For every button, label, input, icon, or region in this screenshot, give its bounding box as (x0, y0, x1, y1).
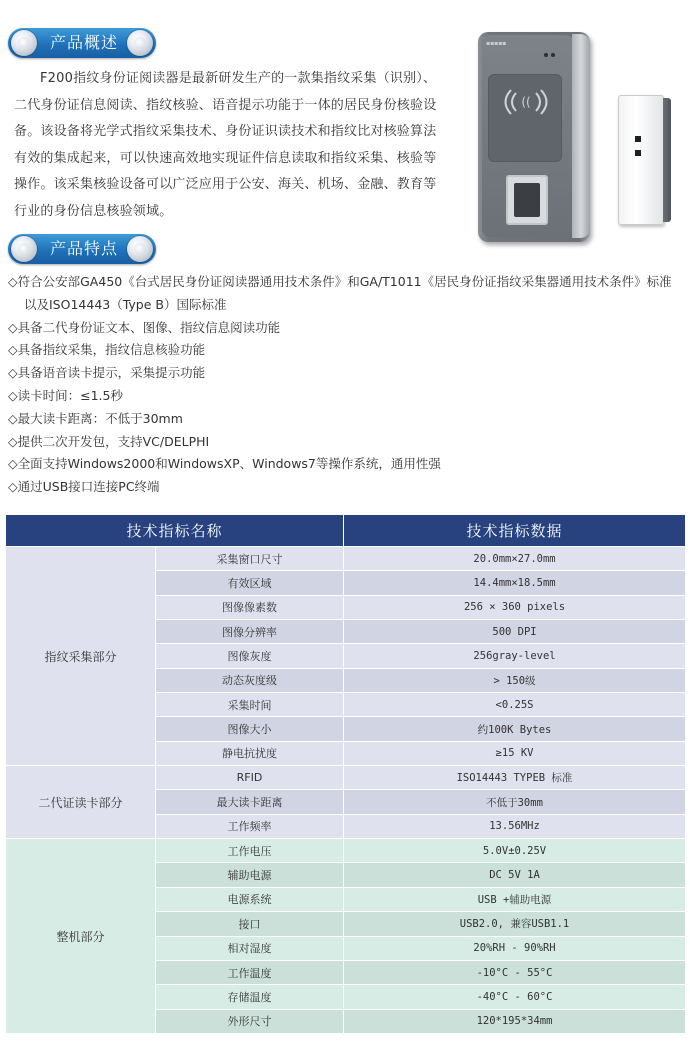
spec-label: 图像大小 (156, 717, 344, 741)
spec-value: 14.4mm×18.5mm (344, 571, 686, 595)
overview-paragraph: F200指纹身份证阅读器是最新研发生产的一款集指纹采集（识别）、二代身份证信息阅读、指纹核验、语音提示功能于一体的居民身份核验设备。该设备将光学式指纹采集技术、身份证识读技术和指纹比对核验算法有效的集成起来，可以快速高效地实现证件信息读取和指纹采集、核验等操作。该采集核验设备可以广泛应用于公安、海关、机场、金融、教育等行业的身份信息核验领域。 (14, 71, 437, 219)
spec-label: 静电抗扰度 (156, 741, 344, 765)
spec-label: 相对湿度 (156, 936, 344, 960)
group-label: 整机部分 (6, 839, 156, 1034)
spec-value: 5.0V±0.25V (344, 839, 686, 863)
spec-value: 256gray-level (344, 644, 686, 668)
svg-text:((: (( (521, 95, 531, 109)
spec-label: 接口 (156, 912, 344, 936)
section-heading-features (8, 234, 156, 264)
spec-value: DC 5V 1A (344, 863, 686, 887)
spec-label: 图像分辨率 (156, 620, 344, 644)
table-row (6, 547, 686, 571)
spec-value: 13.56MHz (344, 814, 686, 838)
feature-item: ◇ 全面支持Windows2000和WindowsXP、Windows7等操作系统，通用性强 (8, 453, 678, 476)
header-spec-value: 技术指标数据 (344, 515, 686, 547)
spec-label: 最大读卡距离 (156, 790, 344, 814)
spec-value: ISO14443 TYPEB 标准 (344, 766, 686, 790)
spec-label: 辅助电源 (156, 863, 344, 887)
table-row (6, 766, 686, 790)
usb-port-icon (635, 136, 641, 142)
spec-value: -10°C - 55°C (344, 960, 686, 984)
spec-label: 外形尺寸 (156, 1009, 344, 1033)
spec-label: 工作温度 (156, 960, 344, 984)
section-title: 产品概述 (50, 33, 119, 52)
group-label: 二代证读卡部分 (6, 766, 156, 839)
features-list (8, 271, 678, 499)
spec-label: 采集窗口尺寸 (156, 547, 344, 571)
group-label: 指纹采集部分 (6, 547, 156, 766)
fingerprint-sensor (506, 175, 548, 225)
spec-value: USB +辅助电源 (344, 887, 686, 911)
product-photo-side (618, 95, 664, 225)
spec-label: 工作电压 (156, 839, 344, 863)
feature-item: ◇ 读卡时间：≤1.5秒 (8, 385, 678, 408)
spec-label: 有效区域 (156, 571, 344, 595)
power-port-icon (635, 150, 641, 156)
sphere-bullet-icon (127, 236, 153, 262)
rfid-icon (498, 87, 554, 117)
product-photo-front (478, 32, 590, 242)
header-spec-name: 技术指标名称 (6, 515, 344, 547)
feature-item: ◇ 符合公安部GA450《台式居民身份证阅读器通用技术条件》和GA/T1011《居民身份证指纹采集器通用技术条件》标准以及ISO14443（Type B）国际标准 (8, 271, 678, 317)
spec-table (5, 514, 686, 1034)
spec-label: RFID (156, 766, 344, 790)
spec-value: 20.0mm×27.0mm (344, 547, 686, 571)
feature-item: ◇ 通过USB接口连接PC终端 (8, 476, 678, 499)
spec-value: -40°C - 60°C (344, 985, 686, 1009)
spec-label: 工作频率 (156, 814, 344, 838)
section-heading-overview (8, 28, 156, 58)
table-row (6, 839, 686, 863)
feature-item: ◇ 具备语音读卡提示，采集提示功能 (8, 362, 678, 385)
indicator-leds (544, 42, 558, 46)
sphere-bullet-icon (11, 236, 37, 262)
feature-item: ◇ 最大读卡距离：不低于30mm (8, 408, 678, 431)
spec-value: 约100K Bytes (344, 717, 686, 741)
feature-item: ◇ 具备指纹采集，指纹信息核验功能 (8, 339, 678, 362)
spec-label: 电源系统 (156, 887, 344, 911)
spec-value: > 150级 (344, 668, 686, 692)
sphere-bullet-icon (127, 30, 153, 56)
table-header-row (6, 515, 686, 547)
spec-value: 256 × 360 pixels (344, 595, 686, 619)
section-title: 产品特点 (50, 239, 119, 258)
spec-value: USB2.0, 兼容USB1.1 (344, 912, 686, 936)
spec-label: 采集时间 (156, 693, 344, 717)
sphere-bullet-icon (11, 30, 37, 56)
spec-value: 120*195*34mm (344, 1009, 686, 1033)
spec-label: 存储温度 (156, 985, 344, 1009)
spec-label: 图像灰度 (156, 644, 344, 668)
spec-value: ≥15 KV (344, 741, 686, 765)
brand-mark: ▪▪▪▪▪ (486, 40, 507, 47)
feature-item: ◇ 具备二代身份证文本、图像、指纹信息阅读功能 (8, 317, 678, 340)
spec-label: 图像像素数 (156, 595, 344, 619)
spec-value: 20%RH - 90%RH (344, 936, 686, 960)
spec-label: 动态灰度级 (156, 668, 344, 692)
spec-value: 500 DPI (344, 620, 686, 644)
spec-value: <0.25S (344, 693, 686, 717)
feature-item: ◇ 提供二次开发包，支持VC/DELPHI (8, 431, 678, 454)
spec-value: 不低于30mm (344, 790, 686, 814)
